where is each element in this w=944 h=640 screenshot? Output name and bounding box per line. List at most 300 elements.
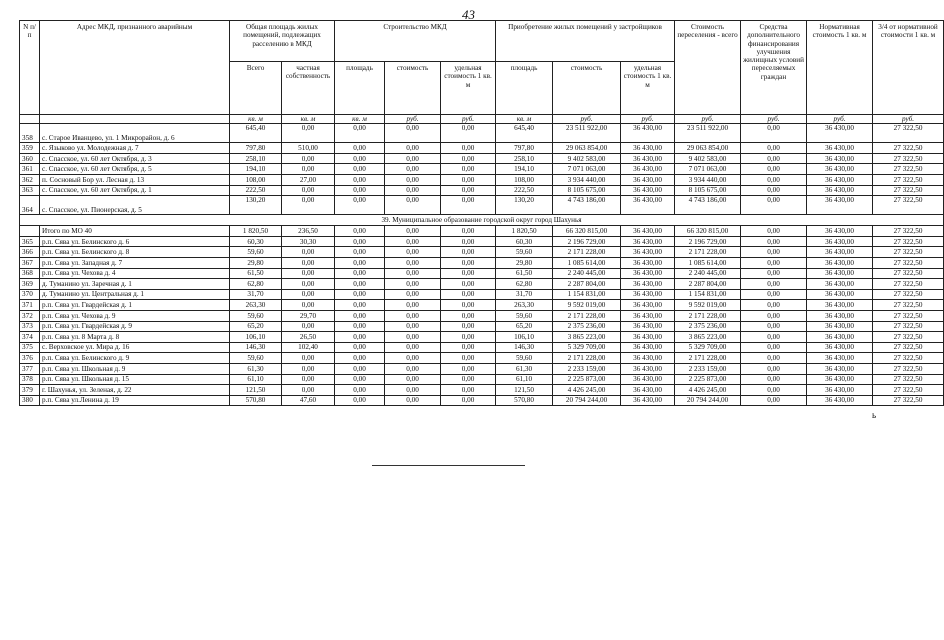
row-value: 0,00 (741, 258, 807, 269)
row-value: 0,00 (441, 342, 496, 353)
row-value: 121,50 (230, 385, 282, 396)
row-value: 0,00 (741, 374, 807, 385)
row-address: р.п. Сява ул. Белинского д. 8 (40, 247, 230, 258)
row-value: 27 322,50 (873, 143, 944, 154)
row-value: 570,80 (496, 395, 553, 406)
row-value: 26,50 (282, 332, 335, 343)
row-value: 27 322,50 (873, 300, 944, 311)
row-value: 27 322,50 (873, 268, 944, 279)
header-total-cost: Стоимость переселения - всего (675, 21, 741, 115)
table-row (20, 175, 944, 186)
row-value: 36 430,00 (807, 153, 873, 164)
header-area: Общая площадь жилых помещений, подлежащих расселению в МКД (230, 21, 335, 62)
row-number: 367 (20, 258, 40, 269)
row-value: 0,00 (741, 143, 807, 154)
row-value: 60,30 (496, 236, 553, 247)
row-value: 61,50 (496, 268, 553, 279)
row-value: 20 794 244,00 (675, 395, 741, 406)
header-purchase: Приобретение жилых помещений у застройщиков (496, 21, 675, 62)
row-value: 0,00 (335, 175, 385, 186)
row-value: 2 171 228,00 (675, 311, 741, 322)
row-address: п. Сосновый Бор ул. Лесная д. 13 (40, 175, 230, 186)
row-value: 0,00 (741, 164, 807, 175)
table-row (20, 332, 944, 343)
row-value: 36 430,00 (621, 124, 675, 143)
row-value: 0,00 (741, 363, 807, 374)
subheader-constr-unit: удельная стоимость 1 кв. м (441, 62, 496, 115)
row-value: 27 322,50 (873, 196, 944, 215)
row-address: с. Старое Иванцево, ул. 1 Микрорайон, д. 6 (40, 124, 230, 143)
row-value: 36 430,00 (621, 363, 675, 374)
row-value: 0,00 (385, 124, 441, 143)
row-value: 20 794 244,00 (553, 395, 621, 406)
row-value: 36 430,00 (807, 226, 873, 237)
row-value: 0,00 (441, 311, 496, 322)
subheader-purch-cost: стоимость (553, 62, 621, 115)
header-address: Адрес МКД, признанного аварийным (40, 21, 230, 115)
row-value: 2 375 236,00 (553, 321, 621, 332)
table-row (20, 321, 944, 332)
table-row (20, 236, 944, 247)
row-value: 27 322,50 (873, 175, 944, 186)
row-value: 0,00 (741, 124, 807, 143)
row-value: 1 154 831,00 (675, 289, 741, 300)
row-number: 373 (20, 321, 40, 332)
total-row (20, 226, 944, 237)
row-value: 27 322,50 (873, 164, 944, 175)
row-value: 121,50 (496, 385, 553, 396)
section-title: 39. Муниципальное образование городской округ город Шахунья (20, 215, 944, 226)
row-value: 23 511 922,00 (675, 124, 741, 143)
section-row (20, 215, 944, 226)
row-number: 372 (20, 311, 40, 322)
row-value: 0,00 (741, 185, 807, 196)
row-value: 0,00 (441, 268, 496, 279)
row-value: 0,00 (385, 258, 441, 269)
row-value: 9 402 583,00 (553, 153, 621, 164)
row-value: 59,60 (230, 311, 282, 322)
row-value: 0,00 (335, 321, 385, 332)
row-number (20, 226, 40, 237)
unit-cell: руб. (873, 115, 944, 124)
row-value: 0,00 (441, 164, 496, 175)
row-value: 0,00 (741, 153, 807, 164)
row-value: 106,10 (496, 332, 553, 343)
row-value: 1 085 614,00 (553, 258, 621, 269)
table-row (20, 247, 944, 258)
row-number: 368 (20, 268, 40, 279)
table-row (20, 153, 944, 164)
row-value: 36 430,00 (621, 175, 675, 186)
row-value: 36 430,00 (621, 164, 675, 175)
table-row (20, 374, 944, 385)
row-value: 222,50 (496, 185, 553, 196)
row-number: 362 (20, 175, 40, 186)
table-row (20, 311, 944, 322)
row-value: 27 322,50 (873, 385, 944, 396)
row-value: 0,00 (385, 279, 441, 290)
row-value: 0,00 (385, 164, 441, 175)
table-row (20, 124, 944, 143)
row-value: 0,00 (741, 332, 807, 343)
row-value: 0,00 (335, 300, 385, 311)
row-value: 36 430,00 (621, 279, 675, 290)
row-value: 36 430,00 (807, 342, 873, 353)
row-value: 27 322,50 (873, 247, 944, 258)
row-value: 0,00 (441, 226, 496, 237)
row-address: р.п. Сява ул. Чехова д. 4 (40, 268, 230, 279)
row-value: 31,70 (230, 289, 282, 300)
row-address: с. Языково ул. Молодежная д. 7 (40, 143, 230, 154)
row-value: 0,00 (385, 363, 441, 374)
row-value: 36 430,00 (621, 247, 675, 258)
row-value: 0,00 (335, 153, 385, 164)
row-value: 9 592 019,00 (553, 300, 621, 311)
row-value: 27 322,50 (873, 124, 944, 143)
row-value: 0,00 (441, 332, 496, 343)
row-number: 374 (20, 332, 40, 343)
row-value: 36 430,00 (621, 321, 675, 332)
row-value: 36 430,00 (621, 143, 675, 154)
row-value: 27 322,50 (873, 363, 944, 374)
table-row (20, 395, 944, 406)
unit-cell: руб. (807, 115, 873, 124)
row-value: 0,00 (441, 374, 496, 385)
row-address: с. Верховское ул. Мира д. 16 (40, 342, 230, 353)
row-address: р.п. Сява ул. Гвардейская д. 9 (40, 321, 230, 332)
header-extra-funding: Средства дополнительного финансирования улучшения жилищных условий переселяемых граждан (741, 21, 807, 115)
row-value: 0,00 (282, 353, 335, 364)
row-value: 0,00 (741, 247, 807, 258)
row-value: 36 430,00 (621, 342, 675, 353)
unit-cell: кв. м (335, 115, 385, 124)
row-value: 65,20 (230, 321, 282, 332)
row-value: 0,00 (741, 353, 807, 364)
row-value: 0,00 (385, 185, 441, 196)
row-number: 359 (20, 143, 40, 154)
row-number: 369 (20, 279, 40, 290)
header-number: N п/п (20, 21, 40, 115)
row-value: 31,70 (496, 289, 553, 300)
row-value: 27 322,50 (873, 153, 944, 164)
row-value: 23 511 922,00 (553, 124, 621, 143)
table-row (20, 143, 944, 154)
row-value: 108,00 (496, 175, 553, 186)
row-value: 0,00 (385, 395, 441, 406)
row-value: 59,60 (496, 247, 553, 258)
row-address: р.п. Сява ул.Ленина д. 19 (40, 395, 230, 406)
row-value: 0,00 (741, 226, 807, 237)
row-value: 0,00 (335, 342, 385, 353)
unit-cell: руб. (741, 115, 807, 124)
row-value: 36 430,00 (621, 185, 675, 196)
row-value: 0,00 (282, 124, 335, 143)
unit-cell: руб. (553, 115, 621, 124)
row-value: 146,30 (496, 342, 553, 353)
row-number: 376 (20, 353, 40, 364)
row-value: 4 743 186,00 (675, 196, 741, 215)
table-row (20, 289, 944, 300)
row-value: 0,00 (282, 321, 335, 332)
row-value: 0,00 (335, 124, 385, 143)
row-value: 61,10 (496, 374, 553, 385)
table-row (20, 353, 944, 364)
row-value: 0,00 (385, 236, 441, 247)
row-value: 36 430,00 (621, 236, 675, 247)
row-value: 66 320 815,00 (553, 226, 621, 237)
row-number: 377 (20, 363, 40, 374)
row-address: д. Туманино ул. Заречная д. 1 (40, 279, 230, 290)
row-value: 2 171 228,00 (675, 353, 741, 364)
row-value: 0,00 (282, 374, 335, 385)
row-value: 0,00 (335, 226, 385, 237)
row-value: 0,00 (741, 321, 807, 332)
row-value: 36 430,00 (807, 321, 873, 332)
row-value: 36 430,00 (807, 164, 873, 175)
row-value: 0,00 (385, 226, 441, 237)
row-value: 36 430,00 (621, 353, 675, 364)
row-value: 0,00 (282, 247, 335, 258)
row-value: 62,80 (496, 279, 553, 290)
row-value: 36 430,00 (621, 226, 675, 237)
row-value: 36 430,00 (621, 289, 675, 300)
subheader-purch-area: площадь (496, 62, 553, 115)
row-value: 0,00 (385, 289, 441, 300)
row-value: 0,00 (441, 321, 496, 332)
page-number: 43 (462, 7, 475, 22)
row-value: 222,50 (230, 185, 282, 196)
row-value: 0,00 (441, 300, 496, 311)
row-value: 0,00 (441, 385, 496, 396)
row-value: 0,00 (741, 175, 807, 186)
row-value: 510,00 (282, 143, 335, 154)
row-address: с. Спасское, ул. Пионерская, д. 5 (40, 196, 230, 215)
row-value: 0,00 (282, 268, 335, 279)
units-row (20, 115, 944, 124)
row-value: 29,80 (496, 258, 553, 269)
row-value: 0,00 (282, 289, 335, 300)
row-value: 4 426 245,00 (553, 385, 621, 396)
row-value: 0,00 (385, 321, 441, 332)
row-value: 0,00 (441, 236, 496, 247)
row-value: 146,30 (230, 342, 282, 353)
row-value: 108,00 (230, 175, 282, 186)
row-address: р.п. Сява ул. 8 Марта д. 8 (40, 332, 230, 343)
row-value: 2 240 445,00 (675, 268, 741, 279)
row-value: 60,30 (230, 236, 282, 247)
row-value: 29,70 (282, 311, 335, 322)
table-row (20, 279, 944, 290)
row-value: 0,00 (282, 153, 335, 164)
row-value: 0,00 (335, 395, 385, 406)
row-value: 0,00 (385, 268, 441, 279)
subheader-area-total: Всего (230, 62, 282, 115)
row-address: р.п. Сява ул. Белинского д. 9 (40, 353, 230, 364)
row-value: 36 430,00 (807, 385, 873, 396)
row-value: 36 430,00 (807, 258, 873, 269)
row-value: 2 233 159,00 (553, 363, 621, 374)
row-address: с. Спасское, ул. 60 лет Октября, д. 5 (40, 164, 230, 175)
row-value: 0,00 (282, 363, 335, 374)
row-value: 36 430,00 (807, 143, 873, 154)
row-value: 27 322,50 (873, 342, 944, 353)
row-address: д. Туманино ул. Центральная д. 1 (40, 289, 230, 300)
row-value: 36 430,00 (807, 175, 873, 186)
row-value: 36 430,00 (621, 332, 675, 343)
row-value: 5 329 709,00 (553, 342, 621, 353)
row-value: 29 063 854,00 (675, 143, 741, 154)
row-value: 0,00 (441, 143, 496, 154)
row-value: 61,10 (230, 374, 282, 385)
row-value: 61,50 (230, 268, 282, 279)
row-value: 36 430,00 (807, 363, 873, 374)
row-value: 0,00 (385, 247, 441, 258)
row-value: 36 430,00 (807, 185, 873, 196)
unit-cell: кв. м (230, 115, 282, 124)
row-value: 36 430,00 (621, 374, 675, 385)
row-value: 7 071 063,00 (553, 164, 621, 175)
row-value: 0,00 (335, 374, 385, 385)
row-value: 130,20 (230, 196, 282, 215)
row-value: 0,00 (385, 196, 441, 215)
row-value: 0,00 (335, 311, 385, 322)
row-value: 36 430,00 (807, 289, 873, 300)
row-value: 2 233 159,00 (675, 363, 741, 374)
row-value: 4 743 186,00 (553, 196, 621, 215)
subheader-constr-cost: стоимость (385, 62, 441, 115)
row-value: 9 592 019,00 (675, 300, 741, 311)
row-value: 0,00 (335, 164, 385, 175)
row-value: 2 171 228,00 (553, 247, 621, 258)
row-value: 0,00 (441, 363, 496, 374)
row-value: 27 322,50 (873, 311, 944, 322)
row-value: 0,00 (385, 374, 441, 385)
row-number: 375 (20, 342, 40, 353)
row-value: 36 430,00 (621, 300, 675, 311)
row-value: 59,60 (496, 353, 553, 364)
row-value: 27 322,50 (873, 332, 944, 343)
row-value: 27 322,50 (873, 321, 944, 332)
row-value: 797,80 (230, 143, 282, 154)
row-value: 0,00 (441, 258, 496, 269)
row-number: 371 (20, 300, 40, 311)
header-construction: Строительство МКД (335, 21, 496, 62)
row-value: 0,00 (441, 247, 496, 258)
row-value: 3 934 440,00 (675, 175, 741, 186)
row-number: 360 (20, 153, 40, 164)
unit-cell: кв. м (496, 115, 553, 124)
row-value: 59,60 (230, 353, 282, 364)
row-value: 36 430,00 (807, 332, 873, 343)
row-value: 263,30 (496, 300, 553, 311)
row-value: 36 430,00 (807, 279, 873, 290)
row-value: 2 196 729,00 (553, 236, 621, 247)
row-value: 236,50 (282, 226, 335, 237)
row-value: 8 105 675,00 (553, 185, 621, 196)
row-value: 66 320 815,00 (675, 226, 741, 237)
row-value: 36 430,00 (807, 395, 873, 406)
row-address: р.п. Сява ул. Чехова д. 9 (40, 311, 230, 322)
subheader-constr-area: площадь (335, 62, 385, 115)
table-row (20, 196, 944, 215)
row-value: 2 171 228,00 (553, 311, 621, 322)
row-value: 0,00 (385, 143, 441, 154)
row-value: 0,00 (385, 332, 441, 343)
row-value: 0,00 (741, 395, 807, 406)
row-value: 0,00 (741, 385, 807, 396)
row-value: 2 240 445,00 (553, 268, 621, 279)
row-value: 0,00 (441, 185, 496, 196)
row-value: 36 430,00 (621, 153, 675, 164)
row-value: 29,80 (230, 258, 282, 269)
row-value: 9 402 583,00 (675, 153, 741, 164)
row-value: 258,10 (496, 153, 553, 164)
row-value: 27 322,50 (873, 185, 944, 196)
row-value: 30,30 (282, 236, 335, 247)
row-value: 5 329 709,00 (675, 342, 741, 353)
row-value: 102,40 (282, 342, 335, 353)
row-value: 0,00 (335, 289, 385, 300)
row-value: 27 322,50 (873, 395, 944, 406)
row-value: 0,00 (282, 385, 335, 396)
row-value: 0,00 (741, 300, 807, 311)
row-value: 0,00 (741, 268, 807, 279)
table-row (20, 342, 944, 353)
row-address: г. Шахунья, ул. Зеленая, д. 22 (40, 385, 230, 396)
table-row (20, 185, 944, 196)
row-value: 0,00 (335, 247, 385, 258)
row-address: с. Спасское, ул. 60 лет Октября, д. 1 (40, 185, 230, 196)
row-value: 27 322,50 (873, 258, 944, 269)
row-value: 4 426 245,00 (675, 385, 741, 396)
row-value: 3 865 223,00 (553, 332, 621, 343)
row-value: 36 430,00 (807, 300, 873, 311)
row-number: 361 (20, 164, 40, 175)
row-value: 2 287 804,00 (675, 279, 741, 290)
row-value: 0,00 (282, 258, 335, 269)
row-value: 797,80 (496, 143, 553, 154)
row-value: 570,80 (230, 395, 282, 406)
row-value: 0,00 (441, 289, 496, 300)
row-value: 0,00 (335, 196, 385, 215)
row-address: р.п. Сява ул. Западная д. 7 (40, 258, 230, 269)
unit-cell: руб. (385, 115, 441, 124)
row-value: 65,20 (496, 321, 553, 332)
row-value: 194,10 (496, 164, 553, 175)
table-row (20, 164, 944, 175)
row-number: 370 (20, 289, 40, 300)
row-number: 380 (20, 395, 40, 406)
row-value: 0,00 (282, 300, 335, 311)
row-value: 59,60 (230, 247, 282, 258)
row-value: 0,00 (741, 236, 807, 247)
row-value: 36 430,00 (807, 374, 873, 385)
row-value: 36 430,00 (807, 268, 873, 279)
unit-cell: руб. (675, 115, 741, 124)
row-value: 0,00 (335, 268, 385, 279)
row-value: 36 430,00 (621, 385, 675, 396)
row-value: 27 322,50 (873, 374, 944, 385)
row-value: 0,00 (335, 185, 385, 196)
row-value: 0,00 (385, 311, 441, 322)
row-address: Итого по МО 40 (40, 226, 230, 237)
row-value: 0,00 (385, 175, 441, 186)
unit-cell: кв. м (282, 115, 335, 124)
row-value: 0,00 (741, 279, 807, 290)
row-value: 61,30 (496, 363, 553, 374)
row-value: 0,00 (441, 175, 496, 186)
row-number: 366 (20, 247, 40, 258)
